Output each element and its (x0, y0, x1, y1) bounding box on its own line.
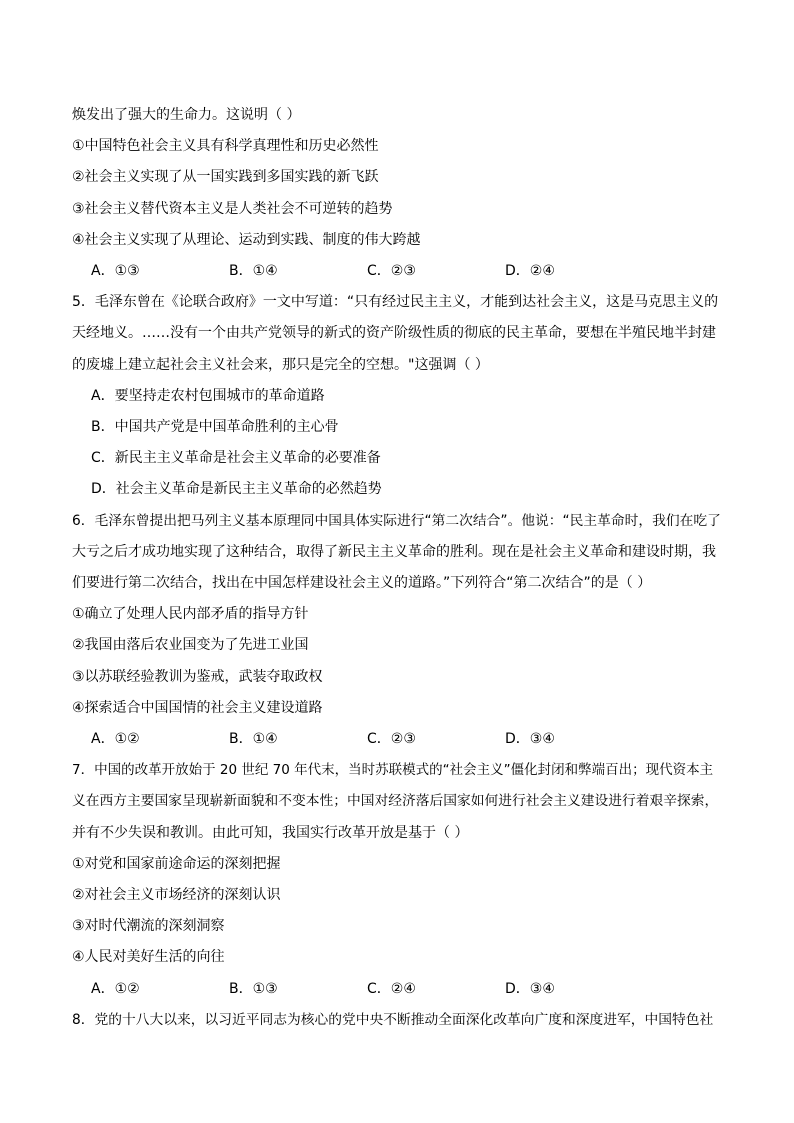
question-7-item-3: ③对时代潮流的深刻洞察 (72, 918, 225, 935)
option-b: B．①④ (229, 263, 278, 280)
question-4-item-2: ②社会主义实现了从一国实践到多国实践的新飞跃 (72, 169, 379, 186)
question-8 (72, 1005, 724, 1036)
option-d: D．社会主义革命是新民主主义革命的必然趋势 (91, 481, 382, 498)
question-4-options (72, 256, 724, 287)
question-7-stem-line-1: 7．中国的改革开放始于 20 世纪 70 年代末，当时苏联模式的“社会主义”僵化封闭和弊端百出；现代资本主 (72, 762, 714, 779)
question-7-item-2: ②对社会主义市场经济的深刻认识 (72, 887, 281, 904)
option-c: C．②④ (367, 980, 416, 997)
option-d: D．③④ (505, 731, 555, 748)
option-d: D．②④ (505, 263, 555, 280)
question-7-stem-line-2: 义在西方主要国家呈现崭新面貌和不变本性；中国对经济落后国家如何进行社会主义建设进行着艰辛探索， (72, 793, 719, 810)
question-6-item-1: ①确立了处理人民内部矛盾的指导方针 (72, 606, 309, 623)
option-d: D．③④ (505, 980, 555, 997)
option-c: C．②③ (367, 263, 416, 280)
option-b: B．中国共产党是中国革命胜利的主心骨 (91, 419, 339, 436)
option-a: A．要坚持走农村包围城市的革命道路 (91, 387, 325, 404)
question-6-item-2: ②我国由落后农业国变为了先进工业国 (72, 637, 309, 654)
question-4-item-1: ①中国特色社会主义具有科学真理性和历史必然性 (72, 138, 379, 155)
option-a: A．①③ (91, 263, 140, 280)
question-4-item-4: ④社会主义实现了从理论、运动到实践、制度的伟大跨越 (72, 231, 421, 248)
option-a: A．①② (91, 980, 140, 997)
question-7-stem-line-3: 并有不少失误和教训。由此可知，我国实行改革开放是基于（ ） (72, 824, 469, 841)
question-7-item-4: ④人民对美好生活的向往 (72, 949, 225, 966)
option-b: B．①④ (229, 731, 278, 748)
question-6-stem-line-3: 们要进行第二次结合，找出在中国怎样建设社会主义的道路。”下列符合“第二次结合”的是（ ） (72, 575, 652, 592)
question-7 (72, 755, 724, 1005)
question-7-item-1: ①对党和国家前途命运的深刻把握 (72, 855, 281, 872)
option-a: A．①② (91, 731, 140, 748)
question-5 (72, 287, 724, 505)
question-6-item-4: ④探索适合中国国情的社会主义建设道路 (72, 699, 323, 716)
question-5-stem-line-2: 天经地义。……没有一个由共产党领导的新式的资产阶级性质的彻底的民主革命，要想在半殖民地半封建 (72, 325, 716, 342)
exam-content (72, 100, 724, 1036)
question-6 (72, 506, 724, 756)
question-4-stem: 焕发出了强大的生命力。这说明（ ） (72, 107, 301, 123)
question-6-stem-line-2: 大亏之后才成功地实现了这种结合，取得了新民主主义革命的胜利。现在是社会主义革命和建设时期，我 (72, 543, 716, 560)
question-5-stem-line-1: 5．毛泽东曾在《论联合政府》一文中写道：“只有经过民主主义，才能到达社会主义，这是马克思主义的 (72, 294, 719, 311)
question-4-item-3: ③社会主义替代资本主义是人类社会不可逆转的趋势 (72, 200, 393, 217)
option-b: B．①③ (229, 980, 278, 997)
question-8-stem-line-1: 8．党的十八大以来，以习近平同志为核心的党中央不断推动全面深化改革向广度和深度进军，中国特色社 (72, 1011, 714, 1028)
question-4 (72, 100, 724, 287)
question-5-stem-line-3: 的废墟上建立起社会主义社会来，那只是完全的空想。"这强调（ ） (72, 356, 489, 373)
question-6-item-3: ③以苏联经验教训为鉴戒，武装夺取政权 (72, 668, 323, 685)
question-6-options (72, 724, 724, 755)
option-c: C．②③ (367, 731, 416, 748)
question-7-options (72, 974, 724, 1005)
option-c: C．新民主主义革命是社会主义革命的必要准备 (91, 450, 381, 467)
question-6-stem-line-1: 6．毛泽东曾提出把马列主义基本原理同中国具体实际进行“第二次结合”。他说：“民主革命时，我们在吃了 (72, 512, 721, 529)
